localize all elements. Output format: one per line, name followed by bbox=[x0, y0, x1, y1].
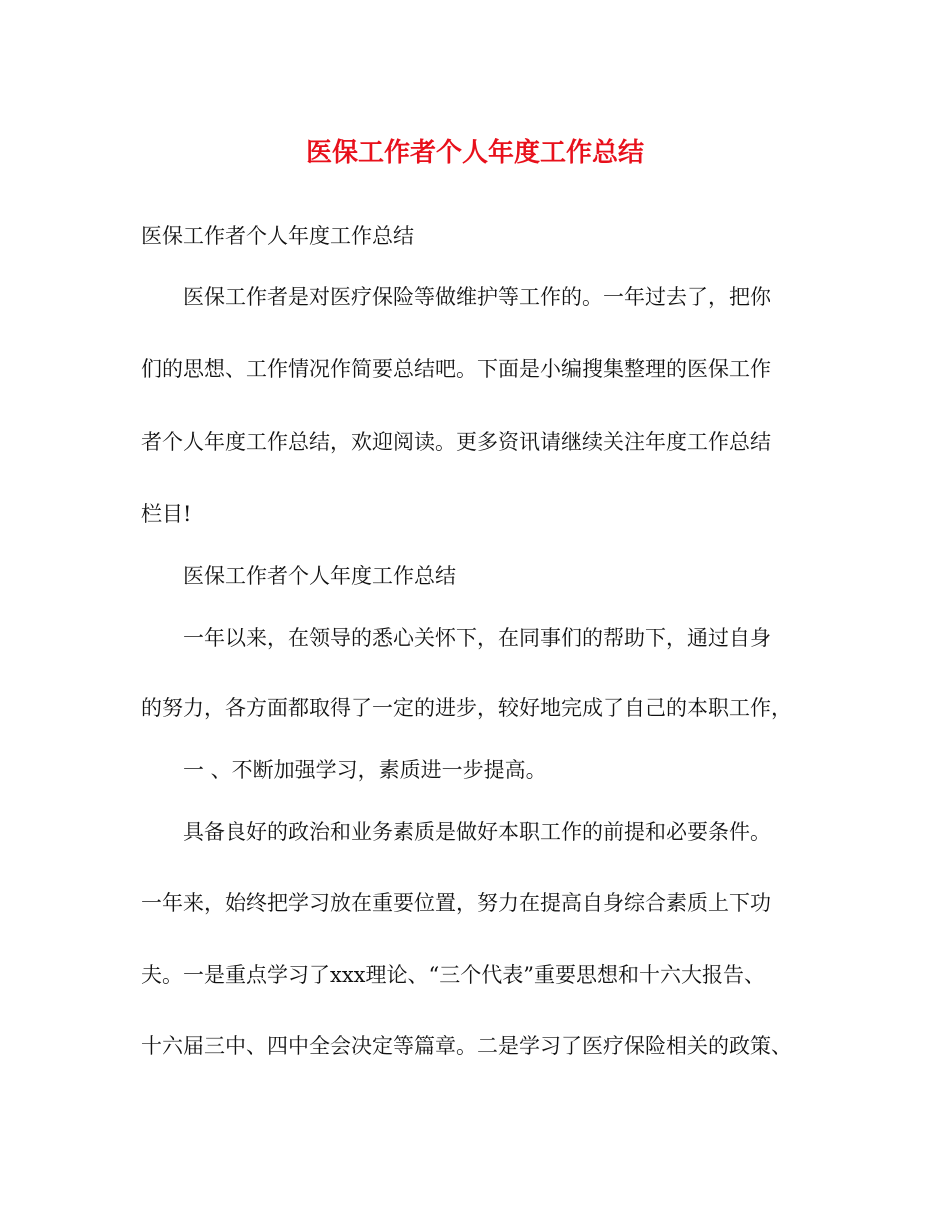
text-line: 十六届三中、四中全会决定等篇章。二是学习了医疗保险相关的政策、 bbox=[141, 1034, 792, 1058]
text-line: 一年以来，在领导的悉心关怀下，在同事们的帮助下，通过自身 bbox=[183, 626, 771, 650]
text-line: 医保工作者是对医疗保险等做维护等工作的。一年过去了，把你 bbox=[183, 285, 771, 309]
text-line: 者个人年度工作总结，欢迎阅读。更多资讯请继续关注年度工作总结 bbox=[141, 430, 771, 454]
text-line: 夫。一是重点学习了xxx理论、“三个代表”重要思想和十六大报告、 bbox=[141, 963, 765, 987]
document-title: 医保工作者个人年度工作总结 bbox=[305, 138, 644, 168]
text-line-heading: 医保工作者个人年度工作总结 bbox=[183, 564, 456, 588]
text-line: 具备良好的政治和业务素质是做好本职工作的前提和必要条件。 bbox=[183, 820, 771, 844]
text-line: 们的思想、工作情况作简要总结吧。下面是小编搜集整理的医保工作 bbox=[141, 357, 771, 381]
text-line: 一年来，始终把学习放在重要位置，努力在提高自身综合素质上下功 bbox=[141, 891, 771, 915]
text-line-section-heading: 一 、不断加强学习，素质进一步提高。 bbox=[183, 758, 547, 782]
text-line: 的努力，各方面都取得了一定的进步，较好地完成了自己的本职工作， bbox=[141, 696, 792, 720]
text-line-subtitle: 医保工作者个人年度工作总结 bbox=[141, 224, 414, 248]
text-line: 栏目! bbox=[141, 502, 192, 526]
